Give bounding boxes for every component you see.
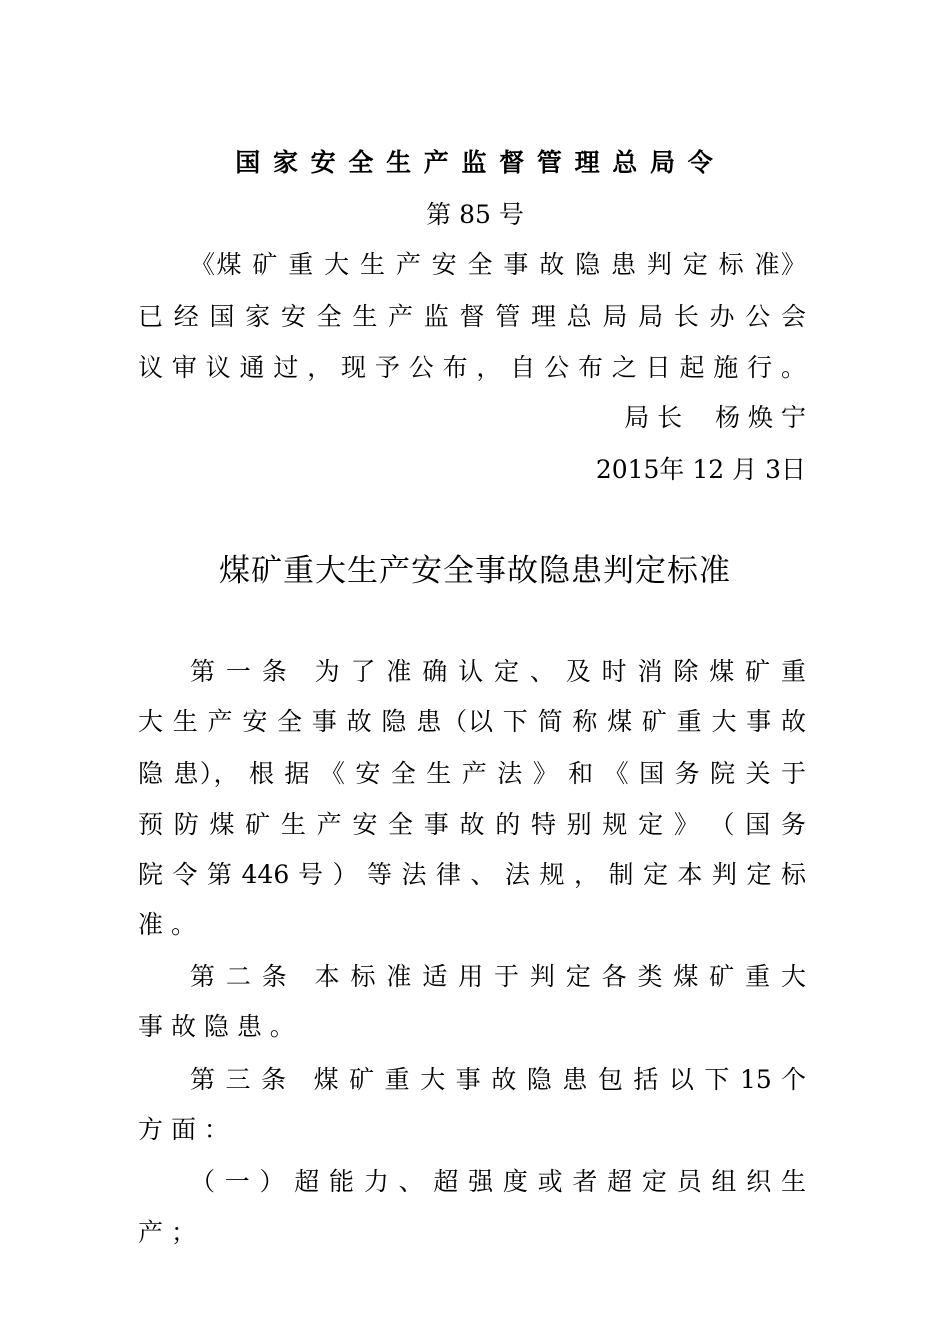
order-body-line: 已 经 国 家 安 全 生 产 监 督 管 理 总 局 局 长 办 公 会 (138, 302, 806, 331)
article-1-line: 准 。 (138, 910, 196, 939)
article-1-line: 院 令 第 446 号 ） 等 法 律 、 法 规 ， 制 定 本 判 定 标 (138, 860, 806, 889)
article-1-line: 第 一 条 为 了 准 确 认 定 、 及 时 消 除 煤 矿 重 (190, 657, 806, 686)
article-2-line: 事 故 隐 患 。 (138, 1012, 295, 1041)
order-body-line: 《煤 矿 重 大 生 产 安 全 事 故 隐 患 判 定 标 准》 (190, 250, 806, 279)
article-2-line: 第 二 条 本 标 准 适 用 于 判 定 各 类 煤 矿 重 大 (190, 962, 806, 991)
order-date: 2015年 12 月 3日 (595, 455, 806, 484)
article-1-line: 隐 患）， 根 据 《 安 全 生 产 法 》 和 《 国 务 院 关 于 (138, 759, 806, 788)
order-body-line: 议 审 议 通 过 ， 现 予 公 布 ， 自 公 布 之 日 起 施 行 。 (138, 353, 806, 382)
item-1-line: （ 一 ） 超 能 力 、 超 强 度 或 者 超 定 员 组 织 生 (190, 1167, 806, 1196)
article-3-line: 第 三 条 煤 矿 重 大 事 故 隐 患 包 括 以 下 15 个 (190, 1065, 806, 1094)
standard-title: 煤矿重大生产安全事故隐患判定标准 (219, 553, 731, 589)
order-signature: 局 长 杨 焕 宁 (624, 403, 806, 432)
article-1-line: 预 防 煤 矿 生 产 安 全 事 故 的 特 别 规 定 》 （ 国 务 (138, 810, 806, 839)
item-1-line: 产 ； (138, 1218, 196, 1247)
order-number: 第 85 号 (426, 200, 524, 229)
article-1-line: 大 生 产 安 全 事 故 隐 患（以 下 简 称 煤 矿 重 大 事 故 (138, 707, 806, 736)
article-3-line: 方 面 ： (138, 1115, 229, 1144)
order-title: 国 家 安 全 生 产 监 督 管 理 总 局 令 (235, 148, 715, 177)
